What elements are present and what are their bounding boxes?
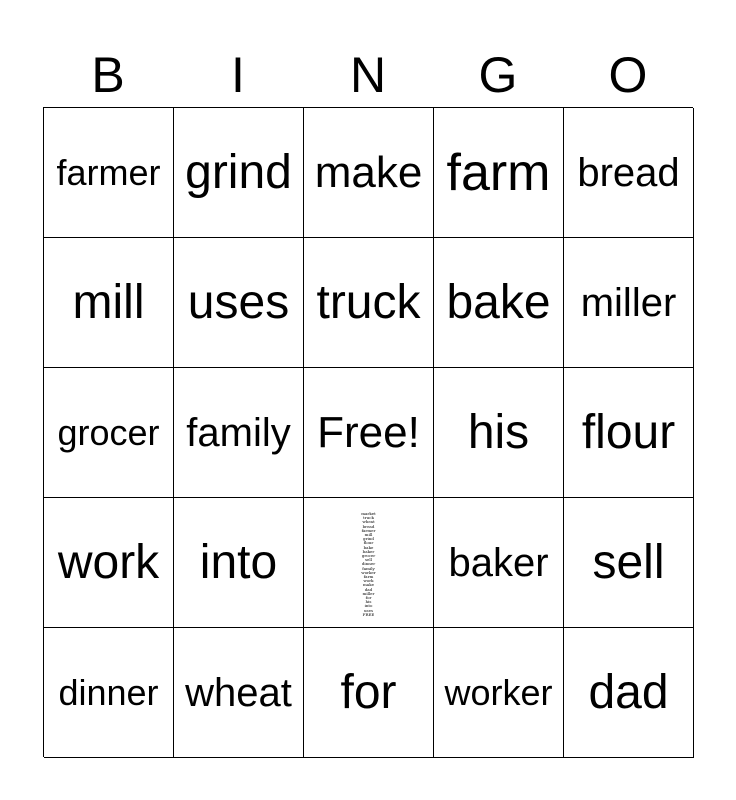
bingo-cell[interactable]: sell xyxy=(564,498,694,628)
bingo-cell[interactable]: truck xyxy=(304,238,434,368)
bingo-cell[interactable]: baker xyxy=(434,498,564,628)
word-list-cell[interactable] xyxy=(304,498,434,628)
bingo-cell[interactable]: his xyxy=(434,368,564,498)
word-list-item: family xyxy=(362,565,375,571)
bingo-header xyxy=(43,44,693,106)
header-letter-i: I xyxy=(231,47,245,103)
word-list-item: for xyxy=(365,595,372,601)
word-list-item: baker xyxy=(362,548,375,554)
bingo-cell[interactable]: farmer xyxy=(44,108,174,238)
header-letter-b: B xyxy=(91,47,125,103)
bingo-cell[interactable]: for xyxy=(304,628,434,758)
bingo-cell[interactable]: bread xyxy=(564,108,694,238)
word-list-item: grind xyxy=(363,536,374,542)
free-space-cell[interactable]: Free! xyxy=(304,368,434,498)
bingo-cell[interactable]: dinner xyxy=(44,628,174,758)
word-list-item: bread xyxy=(362,523,375,529)
word-list-item: uses xyxy=(363,607,374,613)
word-list-item: make xyxy=(363,582,374,588)
header-letter-o: O xyxy=(608,47,648,103)
bingo-cell[interactable]: dad xyxy=(564,628,694,758)
word-list-item: mill xyxy=(364,531,373,537)
word-list-item: worker xyxy=(361,569,376,575)
word-list-item: farm xyxy=(363,574,374,579)
word-list-item: bake xyxy=(363,544,374,550)
word-list-item: work xyxy=(363,578,374,584)
bingo-cell[interactable]: miller xyxy=(564,238,694,368)
word-list-item: dinner xyxy=(361,561,376,567)
bingo-cell[interactable]: into xyxy=(174,498,304,628)
bingo-cell[interactable]: family xyxy=(174,368,304,498)
bingo-cell[interactable]: mill xyxy=(44,238,174,368)
bingo-cell[interactable]: farm xyxy=(434,108,564,238)
bingo-cell[interactable]: grind xyxy=(174,108,304,238)
bingo-cell[interactable]: flour xyxy=(564,368,694,498)
word-list xyxy=(361,508,376,617)
word-list-item: truck xyxy=(363,515,374,521)
word-list-item: miller xyxy=(362,590,375,596)
word-list-item: wheat xyxy=(362,519,375,525)
bingo-cell[interactable]: grocer xyxy=(44,368,174,498)
word-list-item: FREE xyxy=(362,611,375,617)
bingo-cell[interactable]: uses xyxy=(174,238,304,368)
bingo-cell[interactable]: worker xyxy=(434,628,564,758)
word-list-item: grocer xyxy=(361,552,376,558)
bingo-cell[interactable]: wheat xyxy=(174,628,304,758)
word-list-item: dad xyxy=(364,586,373,592)
word-list-item: market xyxy=(361,510,376,516)
bingo-cell[interactable]: bake xyxy=(434,238,564,368)
word-list-item: flour xyxy=(363,540,374,546)
bingo-cell[interactable]: make xyxy=(304,108,434,238)
word-list-item: his xyxy=(365,599,372,605)
bingo-cell[interactable]: work xyxy=(44,498,174,628)
bingo-board xyxy=(43,107,693,757)
word-list-item: into xyxy=(364,603,373,609)
word-list-item: sell xyxy=(365,557,372,563)
header-letter-n: N xyxy=(349,47,387,103)
header-letter-g: G xyxy=(478,47,518,103)
word-list-item: farmer xyxy=(361,527,376,533)
